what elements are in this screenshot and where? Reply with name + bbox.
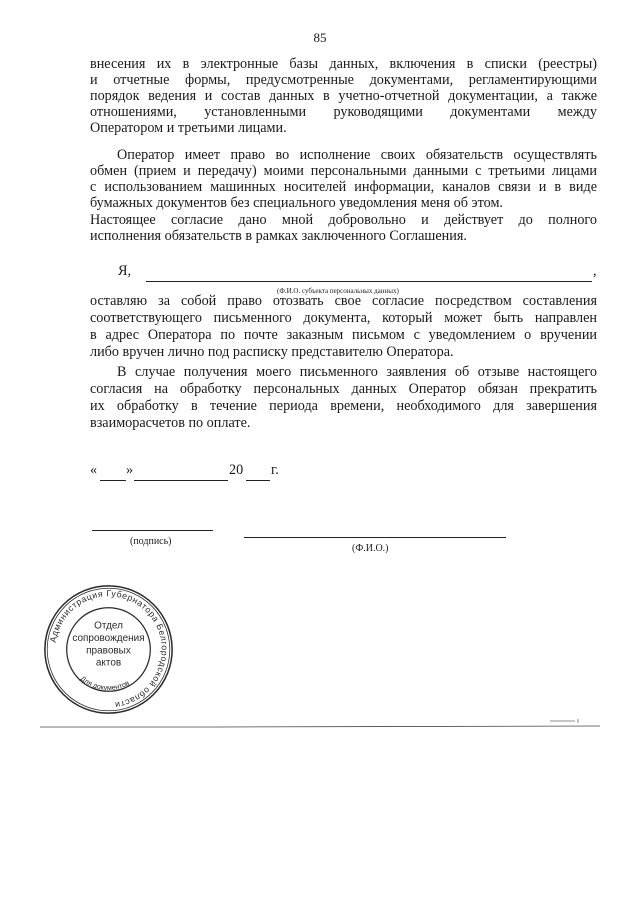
text-line: их обработку в течение периода времени, необходимого для завершения (90, 398, 597, 414)
text-line: оставляю за собой право отозвать свое согласие посредством составления (90, 293, 597, 309)
date-month-underline (134, 480, 228, 481)
fio-signature-label: (Ф.И.О.) (352, 543, 389, 554)
round-stamp (42, 583, 175, 716)
text-line: соответствующего письменного документа, который может быть направлен (90, 310, 597, 326)
fio-underline (146, 281, 592, 282)
text-line: внесения их в электронные базы данных, включения в списки (реестры) (90, 56, 597, 72)
text-line: Оператором и третьими лицами. (90, 120, 287, 136)
stamp-ring-bottom-text: Для документов (78, 674, 131, 692)
date-close-quote: » (126, 462, 134, 478)
text-line: В случае получения моего письменного заявления об отзыве настоящего (117, 364, 597, 380)
signature-underline (92, 530, 213, 531)
date-open-quote: « (90, 462, 98, 478)
signature-label: (подпись) (130, 536, 172, 547)
text-line: Оператор имеет право во исполнение своих обязательств осуществлять (117, 147, 597, 163)
text-line: согласия на обработку персональных данных Оператор обязан прекратить (90, 381, 597, 397)
stamp-center-line: сопровождения (72, 632, 145, 644)
date-year-suffix: г. (271, 462, 279, 478)
text-line: , (593, 263, 597, 279)
text-line: порядок ведения и состав данных в учетно-отчетной документации, а также (90, 88, 597, 104)
date-year-underline (246, 480, 270, 481)
text-line: либо вручен лично под расписку представителю Оператора. (90, 344, 454, 360)
stamp-center-line: актов (95, 657, 122, 669)
text-line: с использованием машинных носителей информации, каналов связи и в виде (90, 179, 597, 195)
text-line: обмен (прием и передачу) моими персональными данными с третьими лицами (90, 163, 597, 179)
date-day-underline (100, 480, 126, 481)
fio-signature-underline (244, 537, 506, 538)
text-line: Настоящее согласие дано мной добровольно и действует до полного (90, 212, 597, 228)
text-line: исполнения обязательств в рамках заключенного Соглашения. (90, 228, 467, 244)
fio-caption: (Ф.И.О. субъекта персональных данных) (277, 287, 399, 295)
stamp-center-line: Отдел (94, 620, 123, 632)
text-line: взаиморасчетов по оплате. (90, 415, 251, 431)
bottom-rule (0, 718, 640, 732)
text-line: бумажных документов без специального уведомления меня об этом. (90, 195, 503, 211)
text-line: и отчетные формы, предусмотренные документами, регламентирующими (90, 72, 597, 88)
page-number: 85 (313, 30, 327, 45)
stamp-center-line: правовых (86, 645, 131, 657)
stamp-ring-text: Администрация Губернатора Белгородской области (47, 588, 170, 711)
text-line: в адрес Оператора по почте заказным письмом с уведомлением о вручении (90, 327, 597, 343)
date-year-prefix: 20 (229, 462, 244, 478)
text-line: отношениями, установленными руководящими документами между (90, 104, 597, 120)
text-line: Я, (118, 263, 132, 279)
